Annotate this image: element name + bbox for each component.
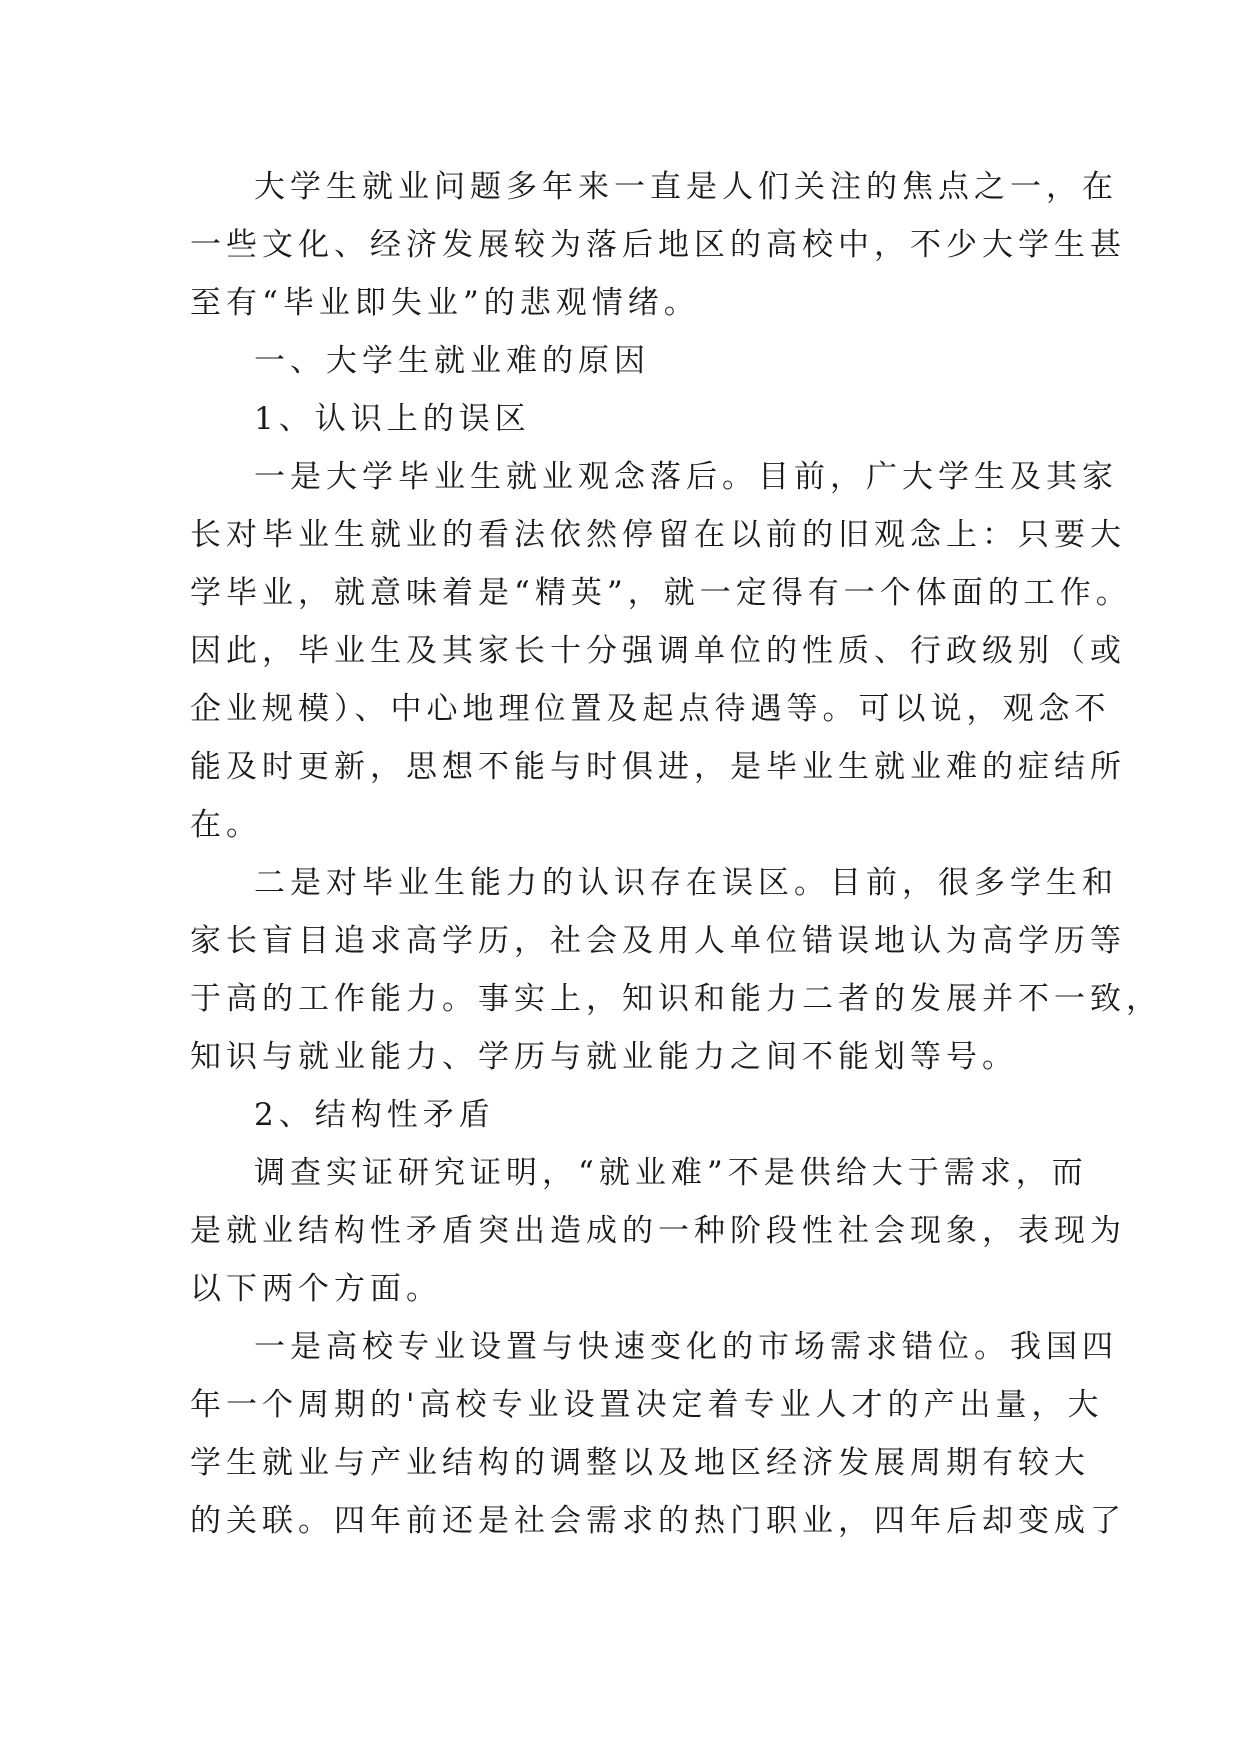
text-line: 1、认识上的误区 [254, 401, 531, 437]
text-line: 一是大学毕业生就业观念落后。目前，广大学生及其家 [254, 459, 1118, 495]
text-line: 一、大学生就业难的原因 [254, 343, 650, 379]
text-line: 一是高校专业设置与快速变化的市场需求错位。我国四 [254, 1329, 1118, 1365]
text-line: 调查实证研究证明，“就业难”不是供给大于需求，而 [254, 1155, 1088, 1191]
text-line: 学毕业，就意味着是“精英”，就一定得有一个体面的工作。 [190, 575, 1132, 611]
text-line: 以下两个方面。 [190, 1271, 442, 1307]
text-line: 二是对毕业生能力的认识存在误区。目前，很多学生和 [254, 865, 1118, 901]
text-line: 知识与就业能力、学历与就业能力之间不能划等号。 [190, 1039, 1018, 1075]
text-line: 因此，毕业生及其家长十分强调单位的性质、行政级别（或 [190, 633, 1126, 669]
text-line: 一些文化、经济发展较为落后地区的高校中，不少大学生甚 [190, 227, 1126, 263]
text-line: 企业规模）、中心地理位置及起点待遇等。可以说，观念不 [190, 691, 1111, 727]
text-line: 大学生就业问题多年来一直是人们关注的焦点之一，在 [254, 169, 1118, 205]
text-line: 在。 [190, 807, 262, 843]
text-line: 的关联。四年前还是社会需求的热门职业，四年后却变成了 [190, 1503, 1126, 1539]
document-body [190, 158, 1162, 1550]
text-line: 学生就业与产业结构的调整以及地区经济发展周期有较大 [190, 1445, 1090, 1481]
text-line: 长对毕业生就业的看法依然停留在以前的旧观念上：只要大 [190, 517, 1126, 553]
text-line: 至有“毕业即失业”的悲观情绪。 [190, 285, 700, 321]
text-line: 于高的工作能力。事实上，知识和能力二者的发展并不一致， [190, 981, 1162, 1017]
text-line: 是就业结构性矛盾突出造成的一种阶段性社会现象，表现为 [190, 1213, 1126, 1249]
text-line: 家长盲目追求高学历，社会及用人单位错误地认为高学历等 [190, 923, 1126, 959]
text-line: 年一个周期的'高校专业设置决定着专业人才的产出量，大 [190, 1387, 1104, 1423]
text-line: 能及时更新，思想不能与时俱进，是毕业生就业难的症结所 [190, 749, 1126, 785]
text-line: 2、结构性矛盾 [254, 1097, 495, 1133]
